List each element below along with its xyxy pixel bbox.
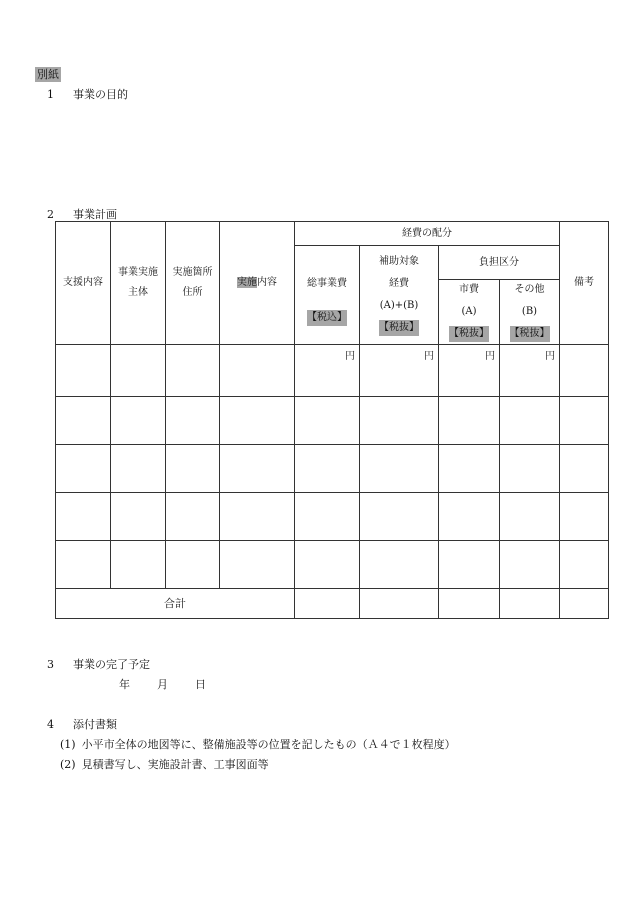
section-1-number: 1 xyxy=(47,88,54,101)
table-cell[interactable] xyxy=(220,397,295,445)
total-row xyxy=(56,589,609,619)
header-other-cost: その他 (B) 【税抜】 xyxy=(500,280,560,345)
table-cell[interactable] xyxy=(56,541,111,589)
table-cell[interactable] xyxy=(500,397,560,445)
section-2-heading xyxy=(47,206,117,222)
table-cell[interactable] xyxy=(295,493,360,541)
table-cell[interactable] xyxy=(500,541,560,589)
total-cell[interactable] xyxy=(360,589,439,619)
table-cell[interactable] xyxy=(295,445,360,493)
completion-date xyxy=(119,676,206,692)
attachment-item: (2) 見積書写し、実施設計書、工事図面等 xyxy=(60,758,269,771)
table-cell[interactable] xyxy=(56,345,111,397)
total-label: 合計 xyxy=(56,589,295,619)
yen-unit-cell[interactable]: 円 xyxy=(360,345,439,397)
total-cell[interactable] xyxy=(439,589,500,619)
header-burden-division: 負担区分 xyxy=(439,246,560,280)
table-cell[interactable] xyxy=(166,541,220,589)
section-2-number: 2 xyxy=(47,208,54,221)
table-cell[interactable] xyxy=(111,493,166,541)
table-cell[interactable] xyxy=(439,541,500,589)
tax-excluded-tag: 【税抜】 xyxy=(379,320,419,336)
table-cell[interactable] xyxy=(295,397,360,445)
table-cell[interactable] xyxy=(439,445,500,493)
tax-included-tag: 【税込】 xyxy=(307,310,347,326)
attachment-label: 別紙 xyxy=(37,68,59,81)
table-cell[interactable] xyxy=(56,493,111,541)
plan-table xyxy=(55,221,609,619)
day-label: 日 xyxy=(195,678,206,691)
section-3-title: 事業の完了予定 xyxy=(73,658,150,671)
table-cell[interactable] xyxy=(560,493,609,541)
header-remarks: 備考 xyxy=(560,222,609,345)
table-cell[interactable] xyxy=(360,541,439,589)
table-cell[interactable] xyxy=(500,445,560,493)
table-cell[interactable] xyxy=(220,493,295,541)
table-cell[interactable] xyxy=(111,345,166,397)
header-total-cost: 総事業費 【税込】 xyxy=(295,246,360,345)
section-3-number: 3 xyxy=(47,658,54,671)
tax-excluded-tag: 【税抜】 xyxy=(449,326,489,342)
header-support-content: 支援内容 xyxy=(56,222,111,345)
table-cell[interactable] xyxy=(166,397,220,445)
yen-unit-cell[interactable]: 円 xyxy=(500,345,560,397)
total-cell[interactable] xyxy=(500,589,560,619)
section-4-heading xyxy=(47,716,117,732)
header-implementer: 事業実施 主体 xyxy=(111,222,166,345)
table-cell[interactable] xyxy=(220,345,295,397)
table-cell[interactable] xyxy=(560,541,609,589)
table-cell[interactable] xyxy=(220,445,295,493)
year-label: 年 xyxy=(119,678,130,691)
table-cell[interactable] xyxy=(439,397,500,445)
tax-excluded-tag: 【税抜】 xyxy=(510,326,550,342)
table-cell[interactable] xyxy=(111,397,166,445)
table-row xyxy=(56,541,609,589)
total-cell[interactable] xyxy=(560,589,609,619)
table-row xyxy=(56,445,609,493)
table-cell[interactable] xyxy=(111,541,166,589)
header-subsidy-cost: 補助対象 経費 (A)+(B) 【税抜】 xyxy=(360,246,439,345)
table-cell[interactable] xyxy=(220,541,295,589)
table-cell[interactable] xyxy=(439,493,500,541)
header-expense-allocation: 経費の配分 xyxy=(295,222,560,246)
yen-unit-cell[interactable]: 円 xyxy=(439,345,500,397)
table-cell[interactable] xyxy=(166,345,220,397)
total-cell[interactable] xyxy=(295,589,360,619)
header-location: 実施箇所 住所 xyxy=(166,222,220,345)
section-2-title: 事業計画 xyxy=(73,208,117,221)
section-4-number: 4 xyxy=(47,718,54,731)
yen-unit-cell[interactable]: 円 xyxy=(295,345,360,397)
table-cell[interactable] xyxy=(56,445,111,493)
header-city-cost: 市費 (A) 【税抜】 xyxy=(439,280,500,345)
table-cell[interactable] xyxy=(560,445,609,493)
month-label: 月 xyxy=(157,678,168,691)
table-row xyxy=(56,493,609,541)
table-cell[interactable] xyxy=(560,397,609,445)
section-1-title: 事業の目的 xyxy=(73,88,128,101)
header-implementation-content: 実施内容 xyxy=(220,222,295,345)
table-cell[interactable] xyxy=(166,445,220,493)
attachment-item: (1) 小平市全体の地図等に、整備施設等の位置を記したもの（Ａ４で１枚程度） xyxy=(60,738,456,751)
section-1-heading xyxy=(47,86,128,102)
table-cell[interactable] xyxy=(111,445,166,493)
table-cell[interactable] xyxy=(56,397,111,445)
table-cell[interactable] xyxy=(360,397,439,445)
section-3-heading xyxy=(47,656,150,672)
table-cell[interactable] xyxy=(166,493,220,541)
table-cell[interactable] xyxy=(560,345,609,397)
table-row xyxy=(56,345,609,397)
table-cell[interactable] xyxy=(500,493,560,541)
table-row xyxy=(56,397,609,445)
table-cell[interactable] xyxy=(295,541,360,589)
section-4-title: 添付書類 xyxy=(73,718,117,731)
table-cell[interactable] xyxy=(360,445,439,493)
table-cell[interactable] xyxy=(360,493,439,541)
